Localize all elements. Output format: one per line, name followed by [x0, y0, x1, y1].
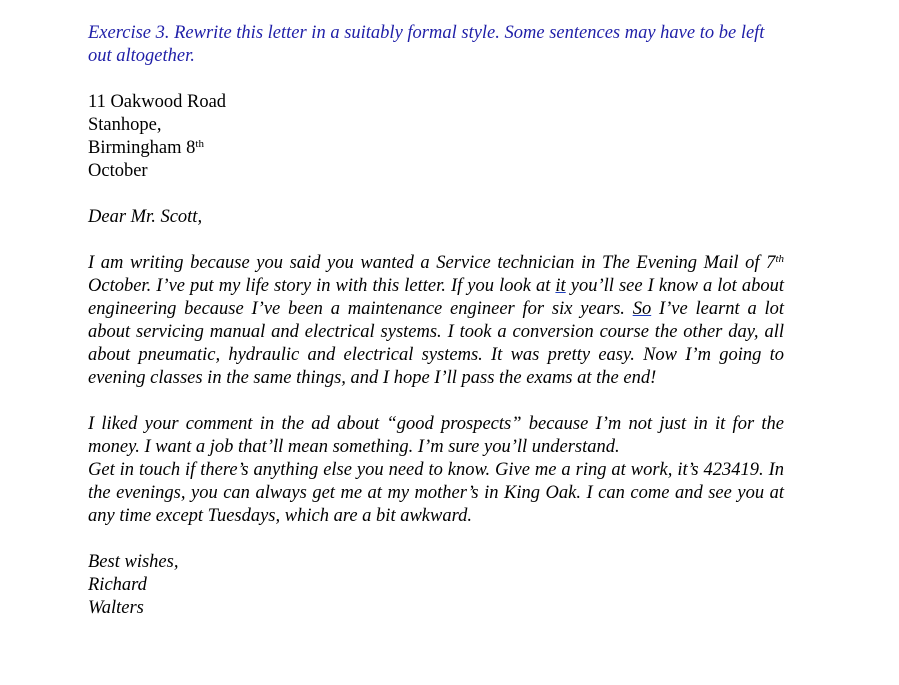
para1-part2: October. I’ve put my life story in with this letter. If you look at — [88, 276, 556, 296]
para1-part3: you’ll see I know a lot about engineering because I’ve been a maintenance engineer for six years. — [88, 276, 784, 319]
sender-address — [88, 91, 784, 183]
para1-part1: I am writing because you said you wanted a Service technician in The Evening Mail of 7 — [88, 253, 776, 273]
address-line-4: October — [88, 161, 148, 181]
para1-part4: I’ve learnt a lot about servicing manual and electrical systems. I took a conversion course the other day, all about pneumatic, hydraulic and electrical systems. It was pretty easy. Now I’m going to evening classes in the same things, and I hope I’ll pass the exams at the end! — [88, 299, 784, 388]
comment-link-so[interactable] — [633, 299, 652, 319]
address-city: Birmingham 8 — [88, 138, 196, 158]
letter-document — [88, 22, 784, 620]
body-paragraph-2: I liked your comment in the ad about “good prospects” because I’m not just in it for the money. I want a job that’ll mean something. I’m sure you’ll understand. — [88, 414, 784, 457]
link-it-text: it — [555, 276, 566, 296]
address-line-2: Stanhope, — [88, 115, 162, 135]
address-line-1: 11 Oakwood Road — [88, 92, 227, 112]
para1-date-suffix: th — [775, 253, 784, 265]
body-paragraph-1 — [88, 252, 784, 390]
body-paragraph-3: Get in touch if there’s anything else you need to know. Give me a ring at work, it’s 423419. In the evenings, you can always get me at my mother’s in King Oak. I can come and see you at any time except Tuesdays, which are a bit awkward. — [88, 460, 784, 526]
signoff — [88, 551, 784, 620]
closing: Best wishes, — [88, 552, 179, 572]
comment-link-it[interactable] — [555, 276, 565, 296]
signature-last-name: Walters — [88, 598, 144, 618]
address-date-suffix: th — [195, 138, 204, 150]
address-line-3 — [88, 137, 784, 160]
salutation: Dear Mr. Scott, — [88, 207, 203, 227]
link-so-text: So — [632, 299, 652, 319]
signature-first-name: Richard — [88, 575, 147, 595]
exercise-instruction: Exercise 3. Rewrite this letter in a suitably formal style. Some sentences may have to be left out altogether. — [88, 23, 765, 66]
